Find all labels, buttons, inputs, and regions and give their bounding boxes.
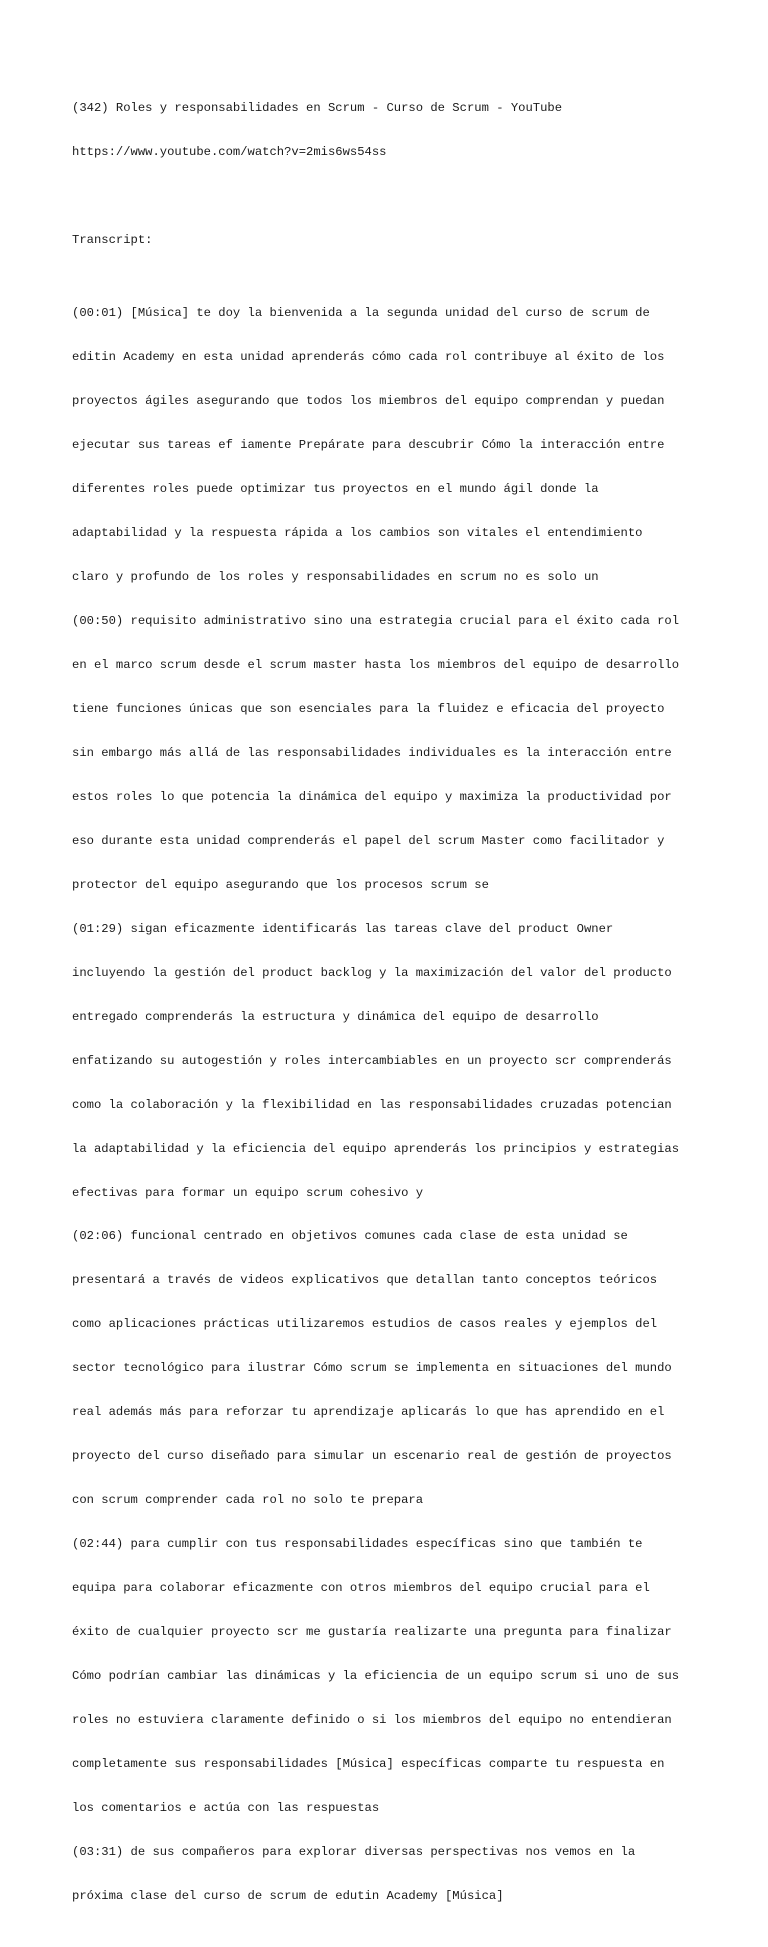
transcript-line: enfatizando su autogestión y roles intercambiables en un proyecto scr comprenderás	[72, 1053, 672, 1068]
transcript-line: en el marco scrum desde el scrum master hasta los miembros del equipo de desarrollo	[72, 658, 680, 673]
document-page	[72, 72, 712, 1947]
transcript-line: próxima clase del curso de scrum de edutin Academy [Música]	[72, 1888, 504, 1903]
transcript-line: eso durante esta unidad comprenderás el papel del scrum Master como facilitador y	[72, 833, 665, 848]
transcript-label: Transcript:	[72, 233, 153, 248]
transcript-line: la adaptabilidad y la eficiencia del equipo aprenderás los principios y estrategias	[72, 1141, 680, 1156]
transcript-line: Cómo podrían cambiar las dinámicas y la eficiencia de un equipo scrum si uno de sus	[72, 1668, 680, 1683]
transcript-line: con scrum comprender cada rol no solo te prepara	[72, 1493, 424, 1508]
transcript-body	[72, 277, 712, 1933]
transcript-line: (01:29) sigan eficazmente identificarás las tareas clave del product Owner	[72, 921, 614, 936]
transcript-line: entregado comprenderás la estructura y dinámica del equipo de desarrollo	[72, 1009, 599, 1024]
transcript-line: equipa para colaborar eficazmente con otros miembros del equipo crucial para el	[72, 1581, 650, 1596]
transcript-line: diferentes roles puede optimizar tus proyectos en el mundo ágil donde la	[72, 482, 599, 497]
transcript-line: estos roles lo que potencia la dinámica del equipo y maximiza la productividad por	[72, 789, 672, 804]
transcript-line: como la colaboración y la flexibilidad en las responsabilidades cruzadas potencian	[72, 1097, 672, 1112]
transcript-line: efectivas para formar un equipo scrum cohesivo y	[72, 1185, 424, 1200]
transcript-line: incluyendo la gestión del product backlog y la maximización del valor del producto	[72, 965, 672, 980]
transcript-line: presentará a través de videos explicativos que detallan tanto conceptos teóricos	[72, 1273, 658, 1288]
transcript-line: protector del equipo asegurando que los procesos scrum se	[72, 877, 489, 892]
transcript-line: sector tecnológico para ilustrar Cómo scrum se implementa en situaciones del mundo	[72, 1361, 672, 1376]
transcript-line: real además más para reforzar tu aprendizaje aplicarás lo que has aprendido en el	[72, 1405, 665, 1420]
transcript-line: claro y profundo de los roles y responsabilidades en scrum no es solo un	[72, 570, 599, 585]
transcript-line: adaptabilidad y la respuesta rápida a los cambios son vitales el entendimiento	[72, 526, 643, 541]
transcript-line: los comentarios e actúa con las respuestas	[72, 1800, 380, 1815]
transcript-line: proyecto del curso diseñado para simular un escenario real de gestión de proyectos	[72, 1449, 672, 1464]
blank-line	[72, 189, 712, 204]
video-title-line: (342) Roles y responsabilidades en Scrum - Curso de Scrum - YouTube	[72, 101, 563, 116]
transcript-line: (00:01) [Música] te doy la bienvenida a la segunda unidad del curso de scrum de	[72, 306, 650, 321]
transcript-line: (03:31) de sus compañeros para explorar diversas perspectivas nos vemos en la	[72, 1844, 636, 1859]
transcript-line: sin embargo más allá de las responsabilidades individuales es la interacción entre	[72, 745, 672, 760]
transcript-line: éxito de cualquier proyecto scr me gustaría realizarte una pregunta para finalizar	[72, 1625, 672, 1640]
transcript-line: tiene funciones únicas que son esenciales para la fluidez e eficacia del proyecto	[72, 702, 665, 717]
transcript-line: ejecutar sus tareas ef iamente Prepárate para descubrir Cómo la interacción entre	[72, 438, 665, 453]
video-url-line: https://www.youtube.com/watch?v=2mis6ws54ss	[72, 145, 387, 160]
transcript-line: completamente sus responsabilidades [Música] específicas comparte tu respuesta en	[72, 1756, 665, 1771]
transcript-line: (02:44) para cumplir con tus responsabilidades específicas sino que también te	[72, 1537, 643, 1552]
transcript-line: roles no estuviera claramente definido o si los miembros del equipo no entendieran	[72, 1712, 672, 1727]
transcript-line: editin Academy en esta unidad aprenderás cómo cada rol contribuye al éxito de los	[72, 350, 665, 365]
transcript-line: proyectos ágiles asegurando que todos los miembros del equipo comprendan y puedan	[72, 394, 665, 409]
transcript-line: como aplicaciones prácticas utilizaremos estudios de casos reales y ejemplos del	[72, 1317, 658, 1332]
transcript-line: (00:50) requisito administrativo sino una estrategia crucial para el éxito cada rol	[72, 614, 680, 629]
transcript-line: (02:06) funcional centrado en objetivos comunes cada clase de esta unidad se	[72, 1229, 628, 1244]
